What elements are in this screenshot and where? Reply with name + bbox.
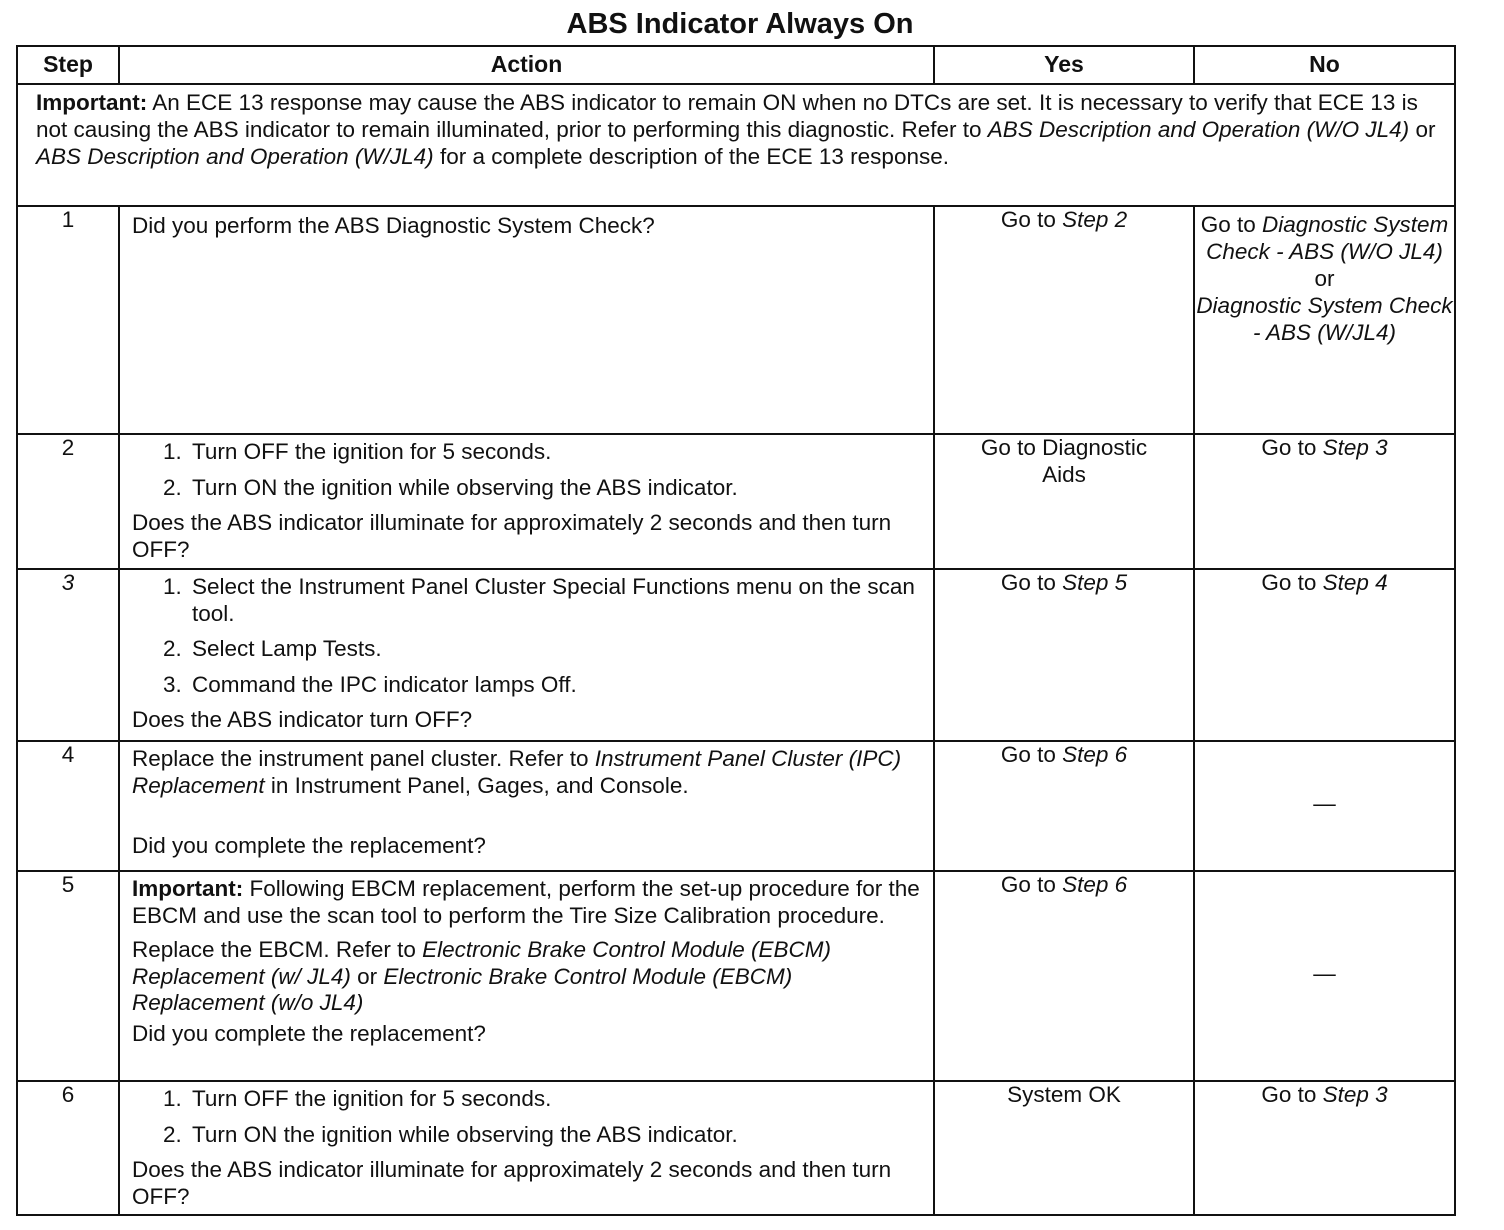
action-question: Did you perform the ABS Diagnostic System Check? [132, 213, 655, 238]
table-row [17, 741, 1455, 871]
step-number: 2 [17, 434, 119, 569]
yes-step-reference: Step 6 [1062, 872, 1128, 897]
action-important-note [132, 876, 923, 929]
action-steps-list [132, 439, 923, 501]
action-cell [119, 1081, 934, 1215]
no-cell [1194, 434, 1455, 569]
action-step-item: 2. Turn ON the ignition while observing the ABS indicator. [188, 475, 923, 502]
reference-abs-description-wo-jl4: ABS Description and Operation (W/O JL4) [987, 117, 1410, 142]
no-prefix: Go to [1261, 435, 1317, 460]
step-number: 1 [17, 206, 119, 434]
important-label: Important: [132, 876, 244, 901]
important-text: Following EBCM replacement, perform the set-up procedure for the EBCM and use the scan tool to perform the Tire Size Calibration procedure. [132, 876, 920, 928]
step-number: 5 [17, 871, 119, 1081]
action-step-item: 1. Turn OFF the ignition for 5 seconds. [188, 1086, 923, 1113]
action-cell [119, 434, 934, 569]
action-question: Did you complete the replacement? [132, 833, 486, 859]
important-note-row [17, 84, 1455, 206]
yes-cell [934, 1081, 1194, 1215]
column-header-action: Action [119, 46, 934, 84]
action-step-item: 1. Turn OFF the ignition for 5 seconds. [188, 439, 923, 466]
no-prefix: Go to [1200, 212, 1256, 237]
important-text-1: An ECE 13 response may cause the ABS indicator to remain ON when no DTCs are set. It is necessary to verify that ECE 13 is not causing the ABS indicator to remain illuminated, prior to performing this diagnostic. Refer to [36, 90, 1418, 142]
action-text [132, 746, 923, 799]
table-row [17, 1081, 1455, 1215]
yes-cell [934, 206, 1194, 434]
yes-text: System OK [1007, 1082, 1121, 1107]
action-cell [119, 741, 934, 871]
action-cell [119, 206, 934, 434]
reference-ebcm-replacement-w-jl4: Electronic Brake Control Module (EBCM) Replacement (w/ JL4) [132, 937, 832, 989]
action-step-item: 3. Command the IPC indicator lamps Off. [188, 672, 923, 699]
important-text-3: for a complete description of the ECE 13 response. [439, 144, 949, 169]
no-step-reference: Step 4 [1322, 570, 1388, 595]
no-cell [1194, 1081, 1455, 1215]
diagnostic-table [16, 45, 1456, 1216]
yes-step-reference: Step 2 [1062, 207, 1128, 232]
no-cell [1194, 871, 1455, 1081]
important-label: Important: [36, 90, 148, 115]
no-dash: — [1313, 790, 1336, 816]
page-title: ABS Indicator Always On [566, 8, 914, 40]
action-steps-list [132, 1086, 923, 1148]
no-step-reference: Step 3 [1322, 435, 1388, 460]
no-prefix: Go to [1261, 1082, 1317, 1107]
step-number: 4 [17, 741, 119, 871]
reference-abs-description-w-jl4: ABS Description and Operation (W/JL4) [36, 144, 434, 169]
no-dash: — [1313, 960, 1336, 986]
action-step-item: 1. Select the Instrument Panel Cluster Special Functions menu on the scan tool. [188, 574, 923, 627]
action-question: Did you complete the replacement? [132, 1020, 486, 1046]
yes-prefix: Go to [1000, 872, 1056, 897]
action-question: Does the ABS indicator turn OFF? [132, 707, 473, 733]
step-number: 3 [17, 569, 119, 741]
yes-prefix: Go to [1000, 207, 1056, 232]
table-row [17, 206, 1455, 434]
yes-cell [934, 569, 1194, 741]
column-header-yes: Yes [934, 46, 1194, 84]
important-text-2: or [1415, 117, 1436, 142]
header-row [17, 46, 1455, 84]
step-number: 6 [17, 1081, 119, 1215]
reference-ipc-replacement: Instrument Panel Cluster (IPC) Replacement [132, 746, 902, 798]
no-cell [1194, 741, 1455, 871]
yes-cell [934, 871, 1194, 1081]
yes-prefix: Go to [1000, 570, 1056, 595]
reference-ebcm-replacement-wo-jl4: Electronic Brake Control Module (EBCM) Replacement (w/o JL4) [132, 963, 793, 1016]
no-cell [1194, 569, 1455, 741]
column-header-no: No [1194, 46, 1455, 84]
important-note [17, 84, 1455, 206]
action-text-part: or [357, 963, 378, 989]
action-cell [119, 569, 934, 741]
yes-cell [934, 434, 1194, 569]
column-header-step: Step [17, 46, 119, 84]
action-text-part: in Instrument Panel, Gages, and Console. [270, 772, 689, 798]
table-row [17, 871, 1455, 1081]
action-question: Does the ABS indicator illuminate for approximately 2 seconds and then turn OFF? [132, 510, 892, 562]
no-cell [1194, 206, 1455, 434]
no-prefix: Go to [1261, 570, 1317, 595]
action-text-part: Replace the EBCM. Refer to [132, 937, 416, 963]
yes-step-reference: Step 5 [1062, 570, 1128, 595]
action-steps-list [132, 574, 923, 698]
yes-prefix: Go to [1000, 742, 1056, 767]
table-row [17, 569, 1455, 741]
action-step-item: 2. Turn ON the ignition while observing the ABS indicator. [188, 1122, 923, 1149]
yes-text: Go to Diagnostic Aids [980, 435, 1148, 487]
no-or: or [1314, 266, 1335, 291]
yes-step-reference: Step 6 [1062, 742, 1128, 767]
action-step-item: 2. Select Lamp Tests. [188, 636, 923, 663]
yes-cell [934, 741, 1194, 871]
action-cell [119, 871, 934, 1081]
table-row [17, 434, 1455, 569]
action-text [132, 937, 923, 1017]
reference-diagnostic-system-check-w-jl4: Diagnostic System Check - ABS (W/JL4) [1196, 293, 1453, 345]
no-step-reference: Step 3 [1322, 1082, 1388, 1107]
action-question: Does the ABS indicator illuminate for approximately 2 seconds and then turn OFF? [132, 1157, 892, 1209]
action-text-part: Replace the instrument panel cluster. Refer to [132, 746, 589, 771]
reference-diagnostic-system-check-wo-jl4: Diagnostic System Check - ABS (W/O JL4) [1206, 212, 1449, 264]
